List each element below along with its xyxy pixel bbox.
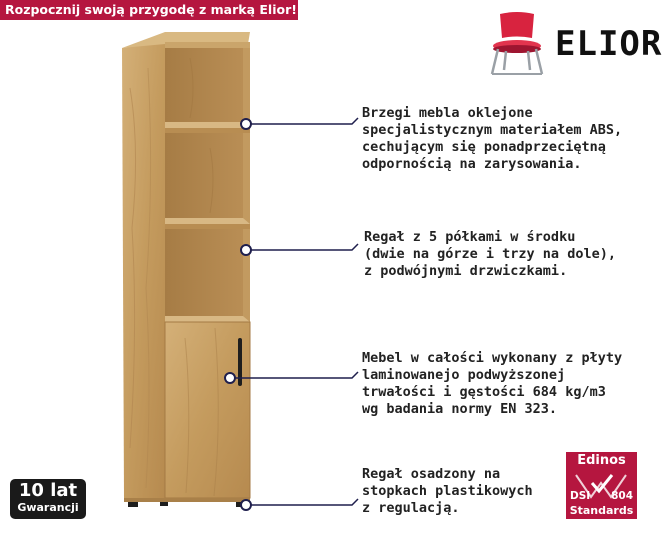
feature-line: Regał z 5 półkami w środku: [364, 229, 576, 245]
promo-banner: Rozpocznij swoją przygodę z marką Elior!: [0, 0, 298, 20]
feature-line: z podwójnymi drzwiczkami.: [364, 263, 568, 279]
feature-line: cechującym się ponadprzeciętną: [362, 139, 606, 155]
feature-line: z regulacją.: [362, 500, 460, 516]
feature-line: trwałości i gęstości 684 kg/m3: [362, 384, 606, 400]
warranty-badge: [10, 479, 86, 519]
feature-line: Regał osadzony na: [362, 466, 501, 482]
feature-line: specjalistycznym materiałem ABS,: [362, 122, 623, 138]
brand-name: ELIOR: [555, 24, 662, 64]
warranty-label: Gwarancji: [17, 501, 79, 514]
feature-line: Mebel w całości wykonany z płyty: [362, 350, 623, 366]
feature-line: stopkach plastikowych: [362, 483, 533, 499]
bookshelf-illustration: [110, 28, 270, 518]
feature-line: odpornością na zarysowania.: [362, 156, 582, 172]
feature-material: [362, 350, 622, 418]
feature-shelves: [364, 229, 616, 280]
feature-feet: [362, 466, 533, 517]
certificate-label: Standards: [569, 504, 634, 517]
edinos-certificate-badge: [566, 452, 637, 519]
certificate-brand: Edinos: [577, 453, 626, 468]
feature-line: (dwie na górze i trzy na dole),: [364, 246, 616, 262]
feature-abs-edges: [362, 105, 622, 173]
red-chair-icon: [482, 10, 552, 80]
certificate-dsi: DSI: [570, 490, 591, 502]
brand-logo: [482, 10, 662, 80]
feature-line: wg badania normy EN 323.: [362, 401, 558, 417]
feature-line: laminowanejo podwyższonej: [362, 367, 566, 383]
feature-line: Brzegi mebla oklejone: [362, 105, 533, 121]
certificate-number: 804: [611, 490, 633, 502]
warranty-years: 10 lat: [18, 480, 78, 501]
